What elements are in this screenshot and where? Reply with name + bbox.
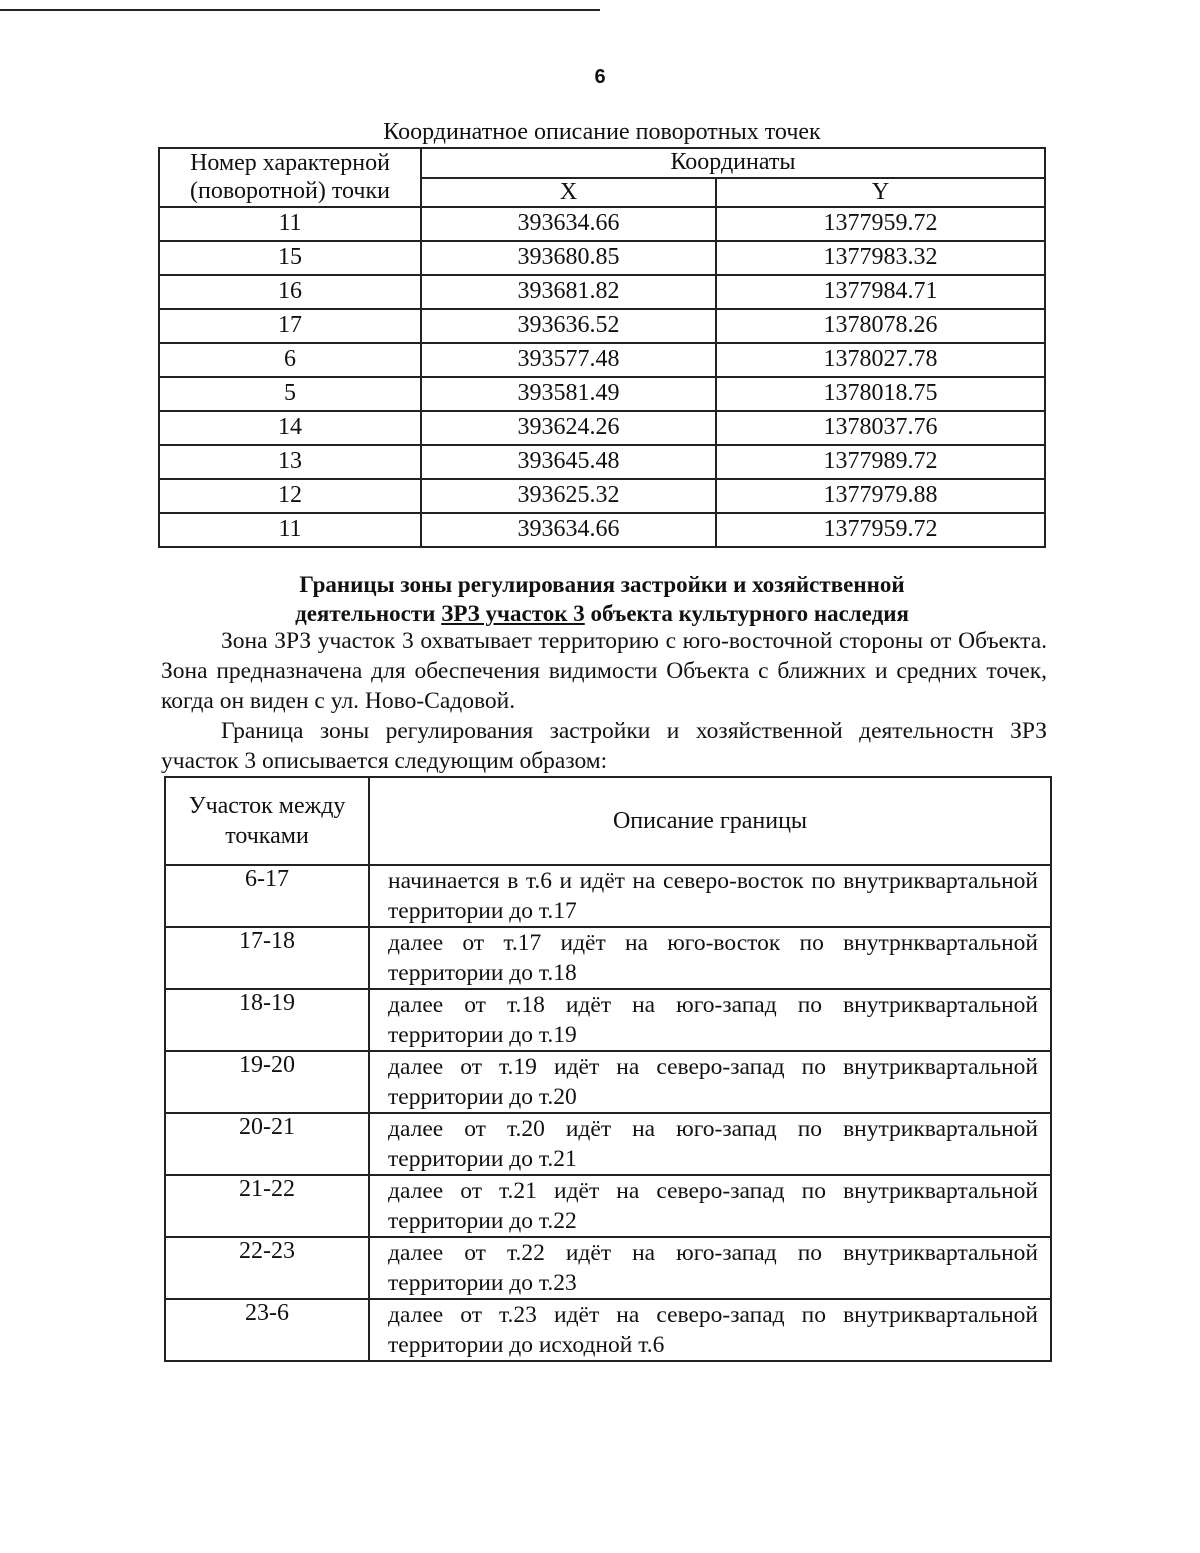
- y-value: 1378027.78: [716, 343, 1045, 377]
- x-value: 393634.66: [421, 513, 716, 547]
- description-header: Описание границы: [369, 777, 1051, 865]
- y-value: 1377989.72: [716, 445, 1045, 479]
- y-value: 1378018.75: [716, 377, 1045, 411]
- segment: 21-22: [165, 1175, 369, 1237]
- segment: 20-21: [165, 1113, 369, 1175]
- y-value: 1377984.71: [716, 275, 1045, 309]
- table-row: [165, 1299, 1051, 1361]
- boundary-description: далее от т.17 идёт на юго-восток по внутрнквартальной территории до т.18: [369, 927, 1051, 989]
- table-row: [165, 1175, 1051, 1237]
- x-value: 393681.82: [421, 275, 716, 309]
- table-row: [159, 207, 1045, 241]
- zone-description-paragraph: Зона ЗРЗ участок 3 охватывает территорию с юго-восточной стороны от Объекта. Зона предназначена для обеспечения видимости Объекта с ближних и средних точек, когда он виден с ул. Ново-Садовой.: [161, 628, 1047, 714]
- boundary-description: далее от т.21 идёт на северо-запад по внутриквартальной территории до т.22: [369, 1175, 1051, 1237]
- y-value: 1377983.32: [716, 241, 1045, 275]
- boundary-header-row: [165, 777, 1051, 865]
- table-row: [159, 275, 1045, 309]
- table-row: [165, 989, 1051, 1051]
- x-value: 393624.26: [421, 411, 716, 445]
- x-value: 393634.66: [421, 207, 716, 241]
- x-value: 393680.85: [421, 241, 716, 275]
- point-number: 5: [159, 377, 421, 411]
- coordinates-table-caption: Координатное описание поворотных точек: [383, 119, 821, 145]
- segment: 23-6: [165, 1299, 369, 1361]
- point-number: 11: [159, 207, 421, 241]
- segment: 18-19: [165, 989, 369, 1051]
- table-row: [165, 1051, 1051, 1113]
- top-rule: [0, 9, 600, 11]
- table-row: [159, 309, 1045, 343]
- section-heading: [158, 570, 1046, 628]
- coordinates-header-row: [159, 148, 1045, 178]
- table-row: [159, 343, 1045, 377]
- boundary-intro-paragraph: Граница зоны регулирования застройки и хозяйственной деятельностн ЗРЗ участок 3 описывается следующим образом:: [161, 718, 1047, 774]
- page-number: 6: [594, 66, 606, 88]
- table-row: [165, 1237, 1051, 1299]
- point-number: 6: [159, 343, 421, 377]
- boundary-table: [164, 776, 1052, 1362]
- table-row: [165, 865, 1051, 927]
- segment: 22-23: [165, 1237, 369, 1299]
- table-row: [159, 479, 1045, 513]
- table-row: [159, 513, 1045, 547]
- point-number: 16: [159, 275, 421, 309]
- y-header: Y: [716, 178, 1045, 208]
- table-row: [165, 927, 1051, 989]
- x-value: 393581.49: [421, 377, 716, 411]
- heading-text-after: объекта культурного наследия: [584, 601, 909, 626]
- segment: 19-20: [165, 1051, 369, 1113]
- x-value: 393577.48: [421, 343, 716, 377]
- heading-zone-name: ЗРЗ участок 3: [441, 601, 585, 626]
- table-row: [159, 241, 1045, 275]
- coordinates-header: Координаты: [421, 148, 1045, 178]
- x-value: 393625.32: [421, 479, 716, 513]
- segment: 17-18: [165, 927, 369, 989]
- point-number: 13: [159, 445, 421, 479]
- section-heading-line2: [158, 599, 1046, 628]
- y-value: 1378078.26: [716, 309, 1045, 343]
- boundary-description: далее от т.22 идёт на юго-запад по внутриквартальной территории до т.23: [369, 1237, 1051, 1299]
- boundary-description: далее от т.20 идёт на юго-запад по внутриквартальной территории до т.21: [369, 1113, 1051, 1175]
- segment-header: Участок между точками: [165, 777, 369, 865]
- table-row: [159, 411, 1045, 445]
- point-number: 14: [159, 411, 421, 445]
- section-heading-line1: Границы зоны регулирования застройки и хозяйственной: [299, 572, 905, 597]
- x-value: 393636.52: [421, 309, 716, 343]
- boundary-description: начинается в т.6 и идёт на северо-восток по внутриквартальной территории до т.17: [369, 865, 1051, 927]
- boundary-description: далее от т.18 идёт на юго-запад по внутриквартальной территории до т.19: [369, 989, 1051, 1051]
- table-row: [165, 1113, 1051, 1175]
- y-value: 1378037.76: [716, 411, 1045, 445]
- coordinates-table: [158, 147, 1046, 548]
- heading-text-before: деятельности: [295, 601, 442, 626]
- table-row: [159, 377, 1045, 411]
- point-number: 11: [159, 513, 421, 547]
- table-row: [159, 445, 1045, 479]
- point-number: 17: [159, 309, 421, 343]
- x-header: X: [421, 178, 716, 208]
- boundary-description: далее от т.19 идёт на северо-запад по внутриквартальной территории до т.20: [369, 1051, 1051, 1113]
- y-value: 1377979.88: [716, 479, 1045, 513]
- boundary-description: далее от т.23 идёт на северо-запад по внутриквартальной территории до исходной т.6: [369, 1299, 1051, 1361]
- point-number: 15: [159, 241, 421, 275]
- x-value: 393645.48: [421, 445, 716, 479]
- y-value: 1377959.72: [716, 513, 1045, 547]
- point-number-header: Номер характерной (поворотной) точки: [159, 148, 421, 207]
- point-number: 12: [159, 479, 421, 513]
- y-value: 1377959.72: [716, 207, 1045, 241]
- segment: 6-17: [165, 865, 369, 927]
